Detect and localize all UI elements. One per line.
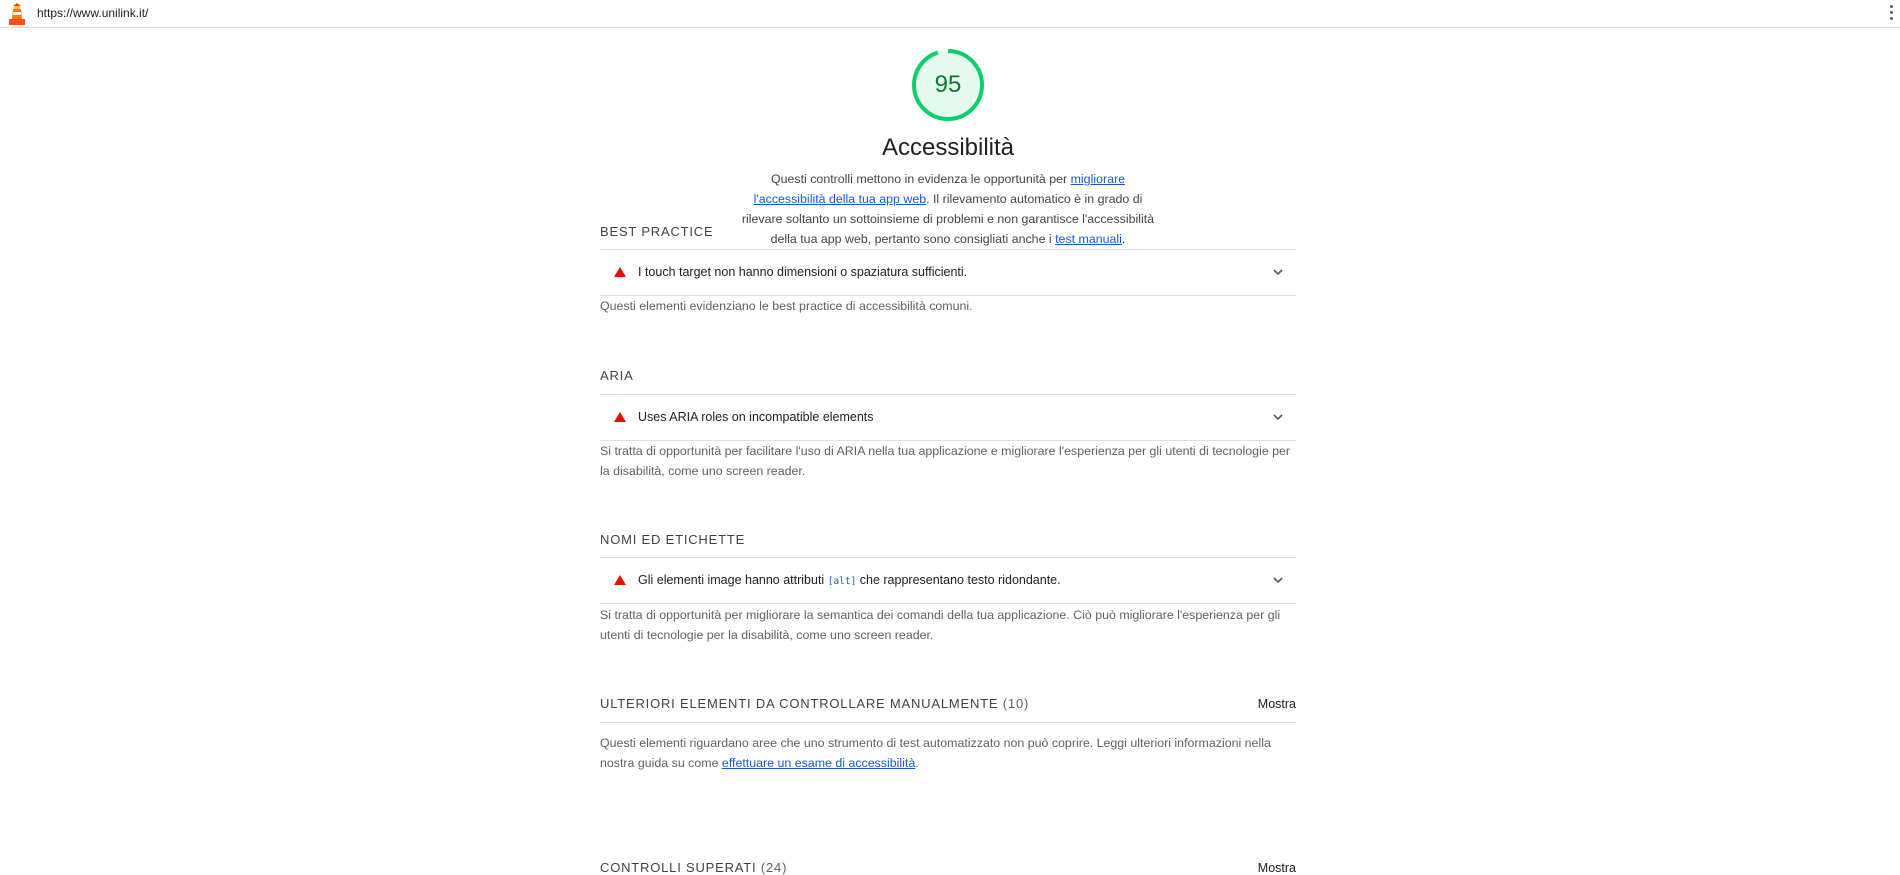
chevron-down-icon[interactable]: [1270, 409, 1286, 425]
category-description: Questi controlli mettono in evidenza le opportunità per migliorare l'accessibilità della tua app web. Il rilevamento automatico è in grado di rilevare soltanto un sottoinsieme di problemi e non garantisce l'accessibilità della tua app web, pertanto sono consigliati anche i test manuali.: [741, 172, 1155, 246]
manual-count: (10): [1002, 696, 1030, 711]
category-title: Accessibilità: [881, 134, 1015, 161]
alt-attribute-code: [alt]: [827, 576, 857, 587]
group-description-aria: Si tratta di opportunità per facilitare l'uso di ARIA nella tua applicazione e migliorare l'esperienza per gli utenti di tecnologie per la disabilità, come uno screen reader.: [600, 444, 1291, 478]
group-description-names-labels: Si tratta di opportunità per migliorare la semantica dei comandi della tua applicazione. Ciò può migliorare l'esperienza per gli utenti di tecnologie per la disabilità, come uno screen reader.: [600, 608, 1281, 642]
audit-title: I touch target non hanno dimensioni o spaziatura sufficienti.: [638, 265, 968, 279]
top-bar: [0, 0, 1900, 28]
group-title-manual: ULTERIORI ELEMENTI DA CONTROLLARE MANUALMENTE (10): [600, 696, 1030, 711]
group-title-names-labels: NOMI ED ETICHETTE: [600, 532, 746, 547]
manual-tests-link[interactable]: test manuali: [1055, 232, 1122, 246]
audit-touch-targets[interactable]: [600, 249, 1296, 296]
score-value: 95: [934, 71, 962, 98]
accessibility-review-link[interactable]: effettuare un esame di accessibilità: [721, 756, 916, 770]
warning-triangle-icon: [614, 575, 626, 585]
audit-aria-roles[interactable]: [600, 394, 1296, 441]
page-url: https://www.unilink.it/: [37, 6, 149, 20]
chevron-down-icon[interactable]: [1270, 572, 1286, 588]
manual-description: Questi elementi riguardano aree che uno strumento di test automatizzato non può coprire. Leggi ulteriori informazioni nella nostra guida su come effettuare un esame di accessibilità.: [600, 736, 1271, 770]
warning-triangle-icon: [614, 412, 626, 422]
audit-title: Uses ARIA roles on incompatible elements: [638, 410, 874, 424]
group-title-passed: CONTROLLI SUPERATI (24): [600, 860, 788, 875]
group-title-aria: ARIA: [600, 368, 634, 383]
score-gauge[interactable]: [911, 48, 985, 122]
group-title-best-practice: BEST PRACTICE: [600, 224, 714, 239]
audit-title: Gli elementi image hanno attributi [alt] che rappresentano testo ridondante.: [638, 573, 1061, 587]
divider: [600, 722, 1296, 723]
lighthouse-logo-icon: [8, 3, 26, 25]
warning-triangle-icon: [614, 267, 626, 277]
improve-accessibility-link[interactable]: migliorare l'accessibilità della tua app web: [753, 172, 1126, 206]
passed-show-toggle[interactable]: Mostra: [1257, 861, 1296, 875]
audit-image-alt-redundant[interactable]: [600, 557, 1296, 604]
manual-show-toggle[interactable]: Mostra: [1257, 697, 1296, 711]
passed-count: (24): [760, 860, 788, 875]
chevron-down-icon[interactable]: [1270, 264, 1286, 280]
more-options-icon[interactable]: [1890, 5, 1894, 23]
group-description-best-practice: Questi elementi evidenziano le best practice di accessibilità comuni.: [600, 299, 973, 313]
